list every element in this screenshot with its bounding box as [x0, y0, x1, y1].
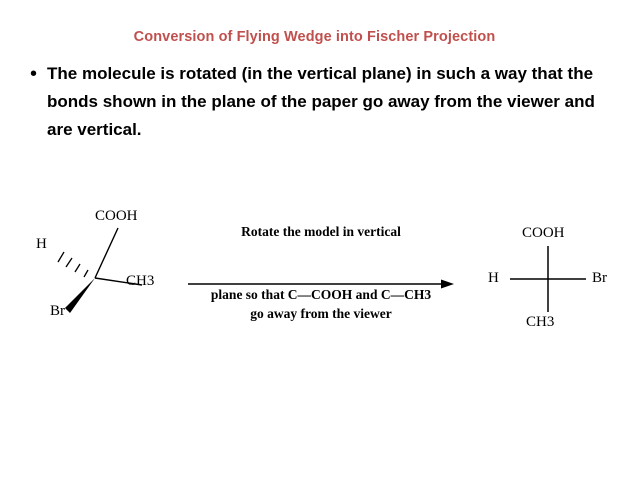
hashed-bond-h [58, 252, 88, 277]
fischer-projection-structure [478, 222, 618, 342]
fischer-label-left: H [488, 270, 499, 286]
fischer-label-top: COOH [522, 225, 565, 241]
solid-wedge-bond-br [65, 278, 95, 313]
label-cooh: COOH [95, 208, 138, 224]
transformation-arrow-group [186, 222, 456, 332]
label-br: Br [50, 303, 65, 319]
label-h: H [36, 236, 47, 252]
fischer-label-right: Br [592, 270, 607, 286]
page-title: Conversion of Flying Wedge into Fischer Projection [133, 29, 496, 45]
bullet-marker: • [30, 63, 38, 85]
label-ch3: CH3 [126, 273, 155, 289]
arrow-caption-line3: go away from the viewer [250, 306, 392, 321]
fischer-label-bottom: CH3 [526, 314, 555, 330]
bullet-text: The molecule is rotated (in the vertical plane) in such a way that the bonds shown in the plane of the paper go away from the viewer and are vertical. [47, 64, 595, 139]
arrow-caption-line1: Rotate the model in vertical [241, 224, 401, 239]
arrow-caption-line2: plane so that C—COOH and C—CH3 [210, 287, 432, 302]
bullet-paragraph [30, 60, 605, 144]
